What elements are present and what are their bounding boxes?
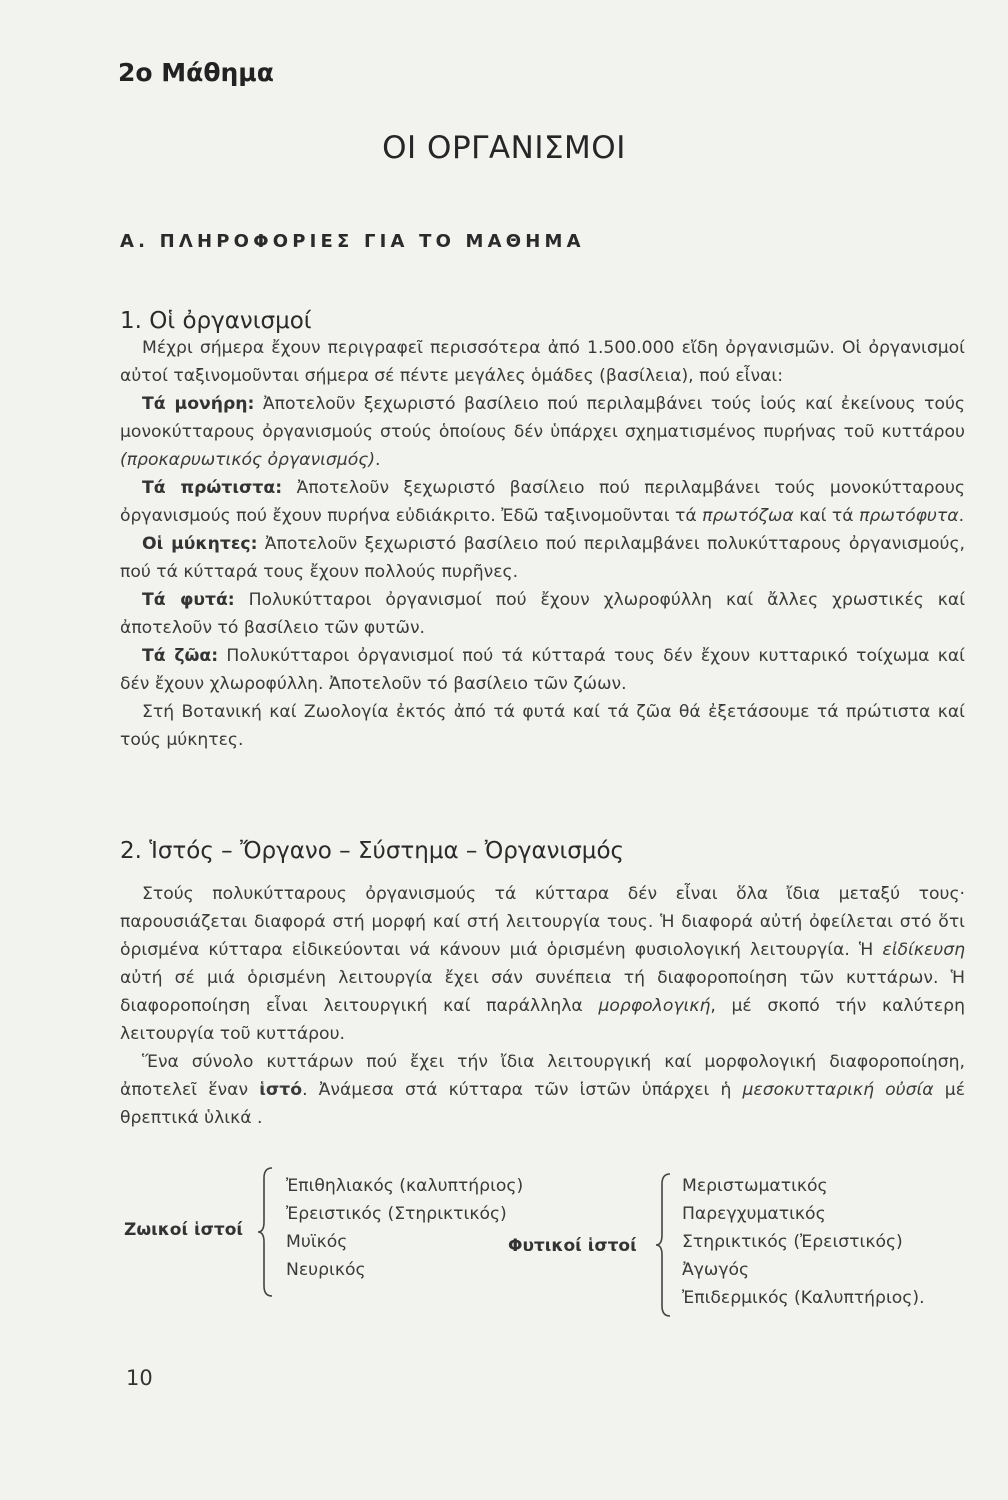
list-item: Ἀγωγός — [682, 1260, 750, 1280]
differentiation-paragraph: Στούς πολυκύτταρους ὀργανισμούς τά κύτταρα δέν εἶναι ὅλα ἴδια μεταξύ τους· παρουσιάζεται διαφορά στή μορφή καί στή λειτουργία τους. Ἡ διαφορά αὐτή ὀφείλεται στό ὅτι ὁρισμένα κύτταρα εἰδικεύονται νά κάνουν μιά ὁρισμένη φυσιολογική λειτουργία. Ἡ εἰδίκευση αὐτή σέ μιά ὁρισμένη λειτουργία ἔχει σάν συνέπεια τή διαφοροποίηση τῶν κυττάρων. Ἡ διαφοροποίηση εἶναι λειτουργική καί παράλληλα μορφολογική, μέ σκοπό τήν καλύτερη λειτουργία τοῦ κυττάρου. — [120, 884, 965, 1044]
lesson-label: 2ο Μάθημα — [118, 58, 274, 87]
term-plants: Τά φυτά: — [142, 590, 235, 610]
page-number: 10 — [126, 1366, 153, 1390]
plant-tissues-list — [682, 1172, 925, 1312]
animal-tissues-label: Ζωικοί ἱστοί — [124, 1220, 244, 1240]
term-protista: Τά πρώτιστα: — [142, 478, 283, 498]
term-monera: Τά μονήρη: — [142, 394, 255, 414]
list-item: Μεριστωματικός — [682, 1176, 828, 1196]
kingdom-animals: Τά ζῶα: Πολυκύτταροι ὀργανισμοί πού τά κύτταρά τους δέν ἔχουν κυτταρικό τοίχωμα καί δέν ἔχουν χλωροφύλλη. Ἀποτελοῦν τό βασίλειο τῶν ζώων. — [120, 646, 965, 694]
list-item: Νευρικός — [286, 1260, 366, 1280]
list-item: Στηρικτικός (Ἐρειστικός) — [682, 1232, 903, 1252]
section-heading: Α. ΠΛΗΡΟΦΟΡΙΕΣ ΓΙΑ ΤΟ ΜΑΘΗΜΑ — [120, 231, 585, 252]
plant-tissues-brace — [654, 1172, 674, 1318]
term-tissue: ἱστό — [259, 1080, 303, 1100]
botany-zoology-note: Στή Βοτανική καί Ζωολογία ἐκτός ἀπό τά φυτά καί τά ζῶα θά ἐξετάσουμε τά πρώτιστα καί τούς μύκητες. — [120, 702, 965, 750]
list-item: Παρεγχυματικός — [682, 1204, 826, 1224]
kingdom-monera: Τά μονήρη: Ἀποτελοῦν ξεχωριστό βασίλειο πού περιλαμβάνει τούς ἰούς καί ἐκείνους τούς μονοκύτταρους ὀργανισμούς στούς ὁποίους δέν ὑπάρχει σχηματισμένος πυρήνας τοῦ κυττάρου (προκαρυωτικός ὀργανισμός). — [120, 394, 965, 470]
subsection-1-heading: 1. Οἱ ὀργανισμοί — [120, 308, 312, 334]
kingdom-plants: Τά φυτά: Πολυκύτταροι ὀργανισμοί πού ἔχουν χλωροφύλλη καί ἄλλες χρωστικές καί ἀποτελοῦν τό βασίλειο τῶν φυτῶν. — [120, 590, 966, 638]
list-item: Ἐπιθηλιακός (καλυπτήριος) — [286, 1176, 524, 1196]
list-item: Ἐρειστικός (Στηρικτικός) — [286, 1204, 507, 1224]
subsection-2-heading: 2. Ἱστός – Ὄργανο – Σύστημα – Ὀργανισμός — [120, 838, 625, 864]
subsection-2-body — [120, 880, 965, 1132]
plant-tissues-label: Φυτικοί ἱστοί — [508, 1236, 637, 1256]
list-item: Ἐπιδερμικός (Καλυπτήριος). — [682, 1288, 925, 1308]
animal-tissues-brace — [256, 1166, 276, 1298]
subsection-1-body — [120, 334, 965, 754]
kingdom-protista: Τά πρώτιστα: Ἀποτελοῦν ξεχωριστό βασίλειο πού περιλαμβάνει τούς μονοκύτταρους ὀργανισμούς πού ἔχουν πυρήνα εὐδιάκριτο. Ἐδῶ ταξινομοῦνται τά πρωτόζωα καί τά πρωτόφυτα. — [120, 478, 966, 526]
kingdom-fungi: Οἱ μύκητες: Ἀποτελοῦν ξεχωριστό βασίλειο πού περιλαμβάνει πολυκύτταρους ὀργανισμούς, πού τά κύτταρά τους ἔχουν πολλούς πυρῆνες. — [120, 534, 966, 582]
page-title: ΟΙ ΟΡΓΑΝΙΣΜΟΙ — [382, 130, 626, 166]
list-item: Μυϊκός — [286, 1232, 348, 1252]
tissue-definition-paragraph: Ἕνα σύνολο κυττάρων πού ἔχει τήν ἴδια λειτουργική καί μορφολογική διαφοροποίηση, ἀποτελεῖ ἕναν ἱστό. Ἀνάμεσα στά κύτταρα τῶν ἱστῶν ὑπάρχει ἡ μεσοκυτταρική οὐσία μέ θρεπτικά ὑλικά . — [120, 1052, 966, 1128]
intro-paragraph: Μέχρι σήμερα ἔχουν περιγραφεῖ περισσότερα ἀπό 1.500.000 εἴδη ὀργανισμῶν. Οἱ ὀργανισμοί αὐτοί ταξινομοῦνται σήμερα σέ πέντε μεγάλες ὁμάδες (βασίλεια), πού εἶναι: — [120, 338, 965, 386]
animal-tissues-list — [286, 1172, 523, 1284]
term-fungi: Οἱ μύκητες: — [142, 534, 258, 554]
term-animals: Τά ζῶα: — [142, 646, 219, 666]
